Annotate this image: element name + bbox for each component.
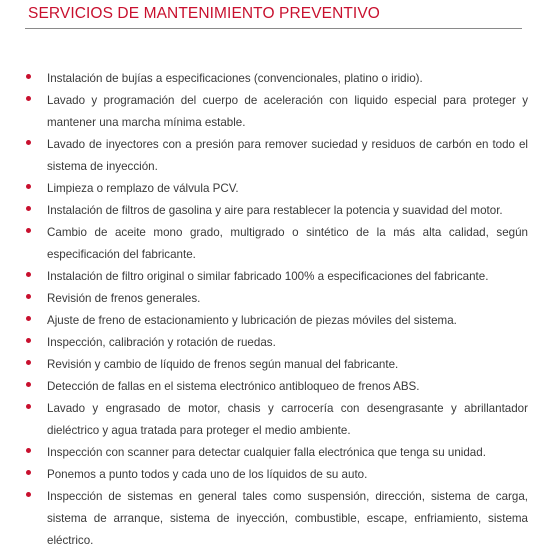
service-text: Lavado de inyectores con a presión para remover suciedad y residuos de carbón en todo el sistema de inyección. (47, 138, 528, 173)
bullet-dot-icon (26, 228, 31, 233)
title-divider (25, 28, 522, 29)
list-item (47, 464, 528, 486)
bullet-dot-icon (26, 294, 31, 299)
service-text: Cambio de aceite mono grado, multigrado o sintético de la más alta calidad, según especificación del fabricante. (47, 226, 528, 261)
service-text: Lavado y programación del cuerpo de aceleración con liquido especial para proteger y mantener una marcha mínima estable. (47, 94, 528, 129)
service-text: Detección de fallas en el sistema electrónico antibloqueo de frenos ABS. (47, 380, 420, 393)
bullet-dot-icon (26, 96, 31, 101)
service-text: Revisión y cambio de líquido de frenos según manual del fabricante. (47, 358, 399, 371)
list-item (47, 398, 528, 442)
service-text: Instalación de bujías a especificaciones (convencionales, platino o iridio). (47, 72, 423, 85)
list-item (47, 178, 528, 200)
list-item (47, 310, 528, 332)
list-item (47, 200, 528, 222)
bullet-dot-icon (26, 382, 31, 387)
bullet-dot-icon (26, 404, 31, 409)
service-text: Instalación de filtro original o similar fabricado 100% a especificaciones del fabricante. (47, 270, 489, 283)
list-item (47, 486, 528, 552)
bullet-dot-icon (26, 470, 31, 475)
list-item (47, 442, 528, 464)
list-item (47, 90, 528, 134)
list-item (47, 332, 528, 354)
bullet-dot-icon (26, 206, 31, 211)
bullet-dot-icon (26, 448, 31, 453)
bullet-dot-icon (26, 360, 31, 365)
list-item (47, 68, 528, 90)
service-text: Inspección, calibración y rotación de ruedas. (47, 336, 276, 349)
service-text: Inspección de sistemas en general tales como suspensión, dirección, sistema de carga, sistema de arranque, sistema de inyección, combustible, escape, enfriamiento, sistema eléctrico. (47, 490, 528, 547)
bullet-dot-icon (26, 74, 31, 79)
bullet-dot-icon (26, 272, 31, 277)
list-item (47, 266, 528, 288)
bullet-dot-icon (26, 338, 31, 343)
service-text: Inspección con scanner para detectar cualquier falla electrónica que tenga su unidad. (47, 446, 486, 459)
service-text: Instalación de filtros de gasolina y aire para restablecer la potencia y suavidad del motor. (47, 204, 503, 217)
service-text: Lavado y engrasado de motor, chasis y carrocería con desengrasante y abrillantador dieléctrico y agua tratada para proteger el medio ambiente. (47, 402, 528, 437)
bullet-dot-icon (26, 316, 31, 321)
services-list (0, 68, 537, 552)
page-title: SERVICIOS DE MANTENIMIENTO PREVENTIVO (28, 5, 380, 22)
service-text: Ponemos a punto todos y cada uno de los líquidos de su auto. (47, 468, 368, 481)
bullet-dot-icon (26, 184, 31, 189)
service-text: Revisión de frenos generales. (47, 292, 201, 305)
bullet-dot-icon (26, 140, 31, 145)
list-item (47, 376, 528, 398)
list-item (47, 222, 528, 266)
service-text: Limpieza o remplazo de válvula PCV. (47, 182, 239, 195)
service-text: Ajuste de freno de estacionamiento y lubricación de piezas móviles del sistema. (47, 314, 457, 327)
list-item (47, 354, 528, 376)
list-item (47, 134, 528, 178)
bullet-dot-icon (26, 492, 31, 497)
list-item (47, 288, 528, 310)
